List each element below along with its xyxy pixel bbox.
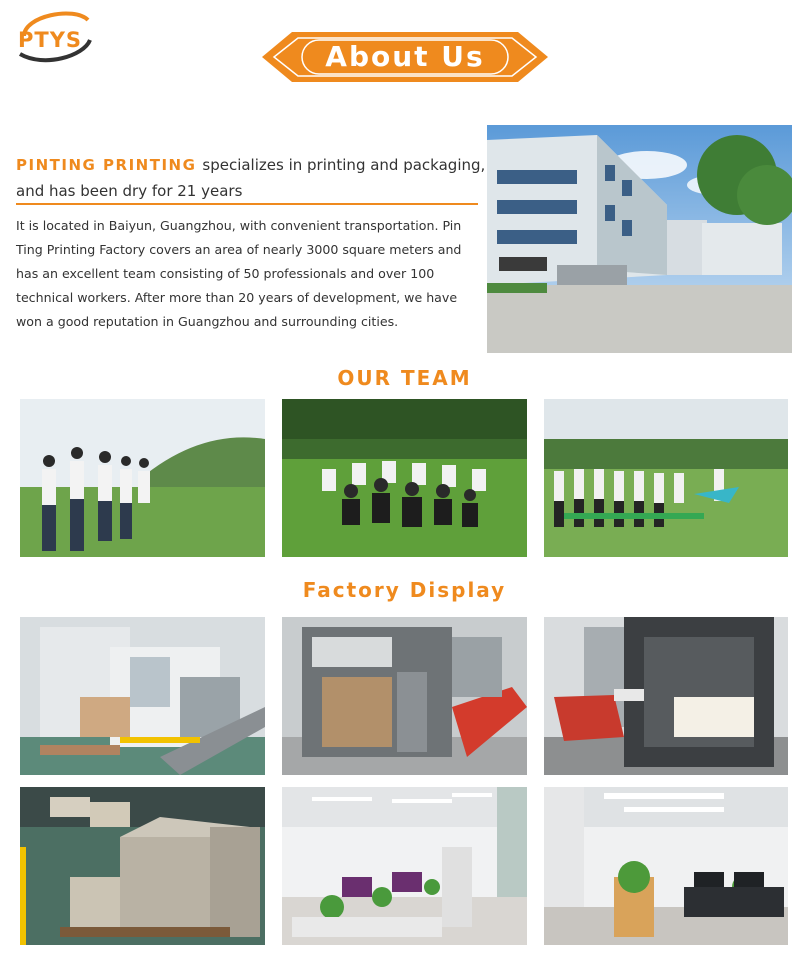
team-exercise-photo (20, 399, 265, 557)
about-us-banner (262, 30, 548, 84)
brand-name: PINTING PRINTING (16, 156, 197, 174)
banner-title: About Us (325, 40, 485, 73)
team-game-photo (544, 399, 788, 557)
printing-machine-photo-1 (20, 617, 265, 775)
office-photo-2 (544, 787, 788, 945)
team-group-sitting-photo (282, 399, 527, 557)
stacked-paper-photo (20, 787, 265, 945)
intro-headline (16, 152, 486, 204)
headline-text: specializes in printing and packaging, and has been dry for 21 years (16, 156, 486, 200)
factory-display-title: Factory Display (302, 578, 507, 602)
office-photo-1 (282, 787, 527, 945)
logo-text: PTYS (18, 28, 83, 52)
printing-machine-photo-3 (544, 617, 788, 775)
printing-machine-photo-2 (282, 617, 527, 775)
ptys-logo (14, 6, 94, 66)
intro-divider (16, 203, 478, 205)
intro-body-text: It is located in Baiyun, Guangzhou, with convenient transportation. Pin Ting Printing Factory covers an area of nearly 3000 square meters and has an excellent team consisting of 50 professionals and over 100 technical workers. After more than 20 years of development, we have won a good reputation in Guangzhou and surrounding cities. (16, 218, 462, 329)
factory-building-photo (487, 125, 792, 353)
our-team-title: OUR TEAM (337, 366, 472, 390)
